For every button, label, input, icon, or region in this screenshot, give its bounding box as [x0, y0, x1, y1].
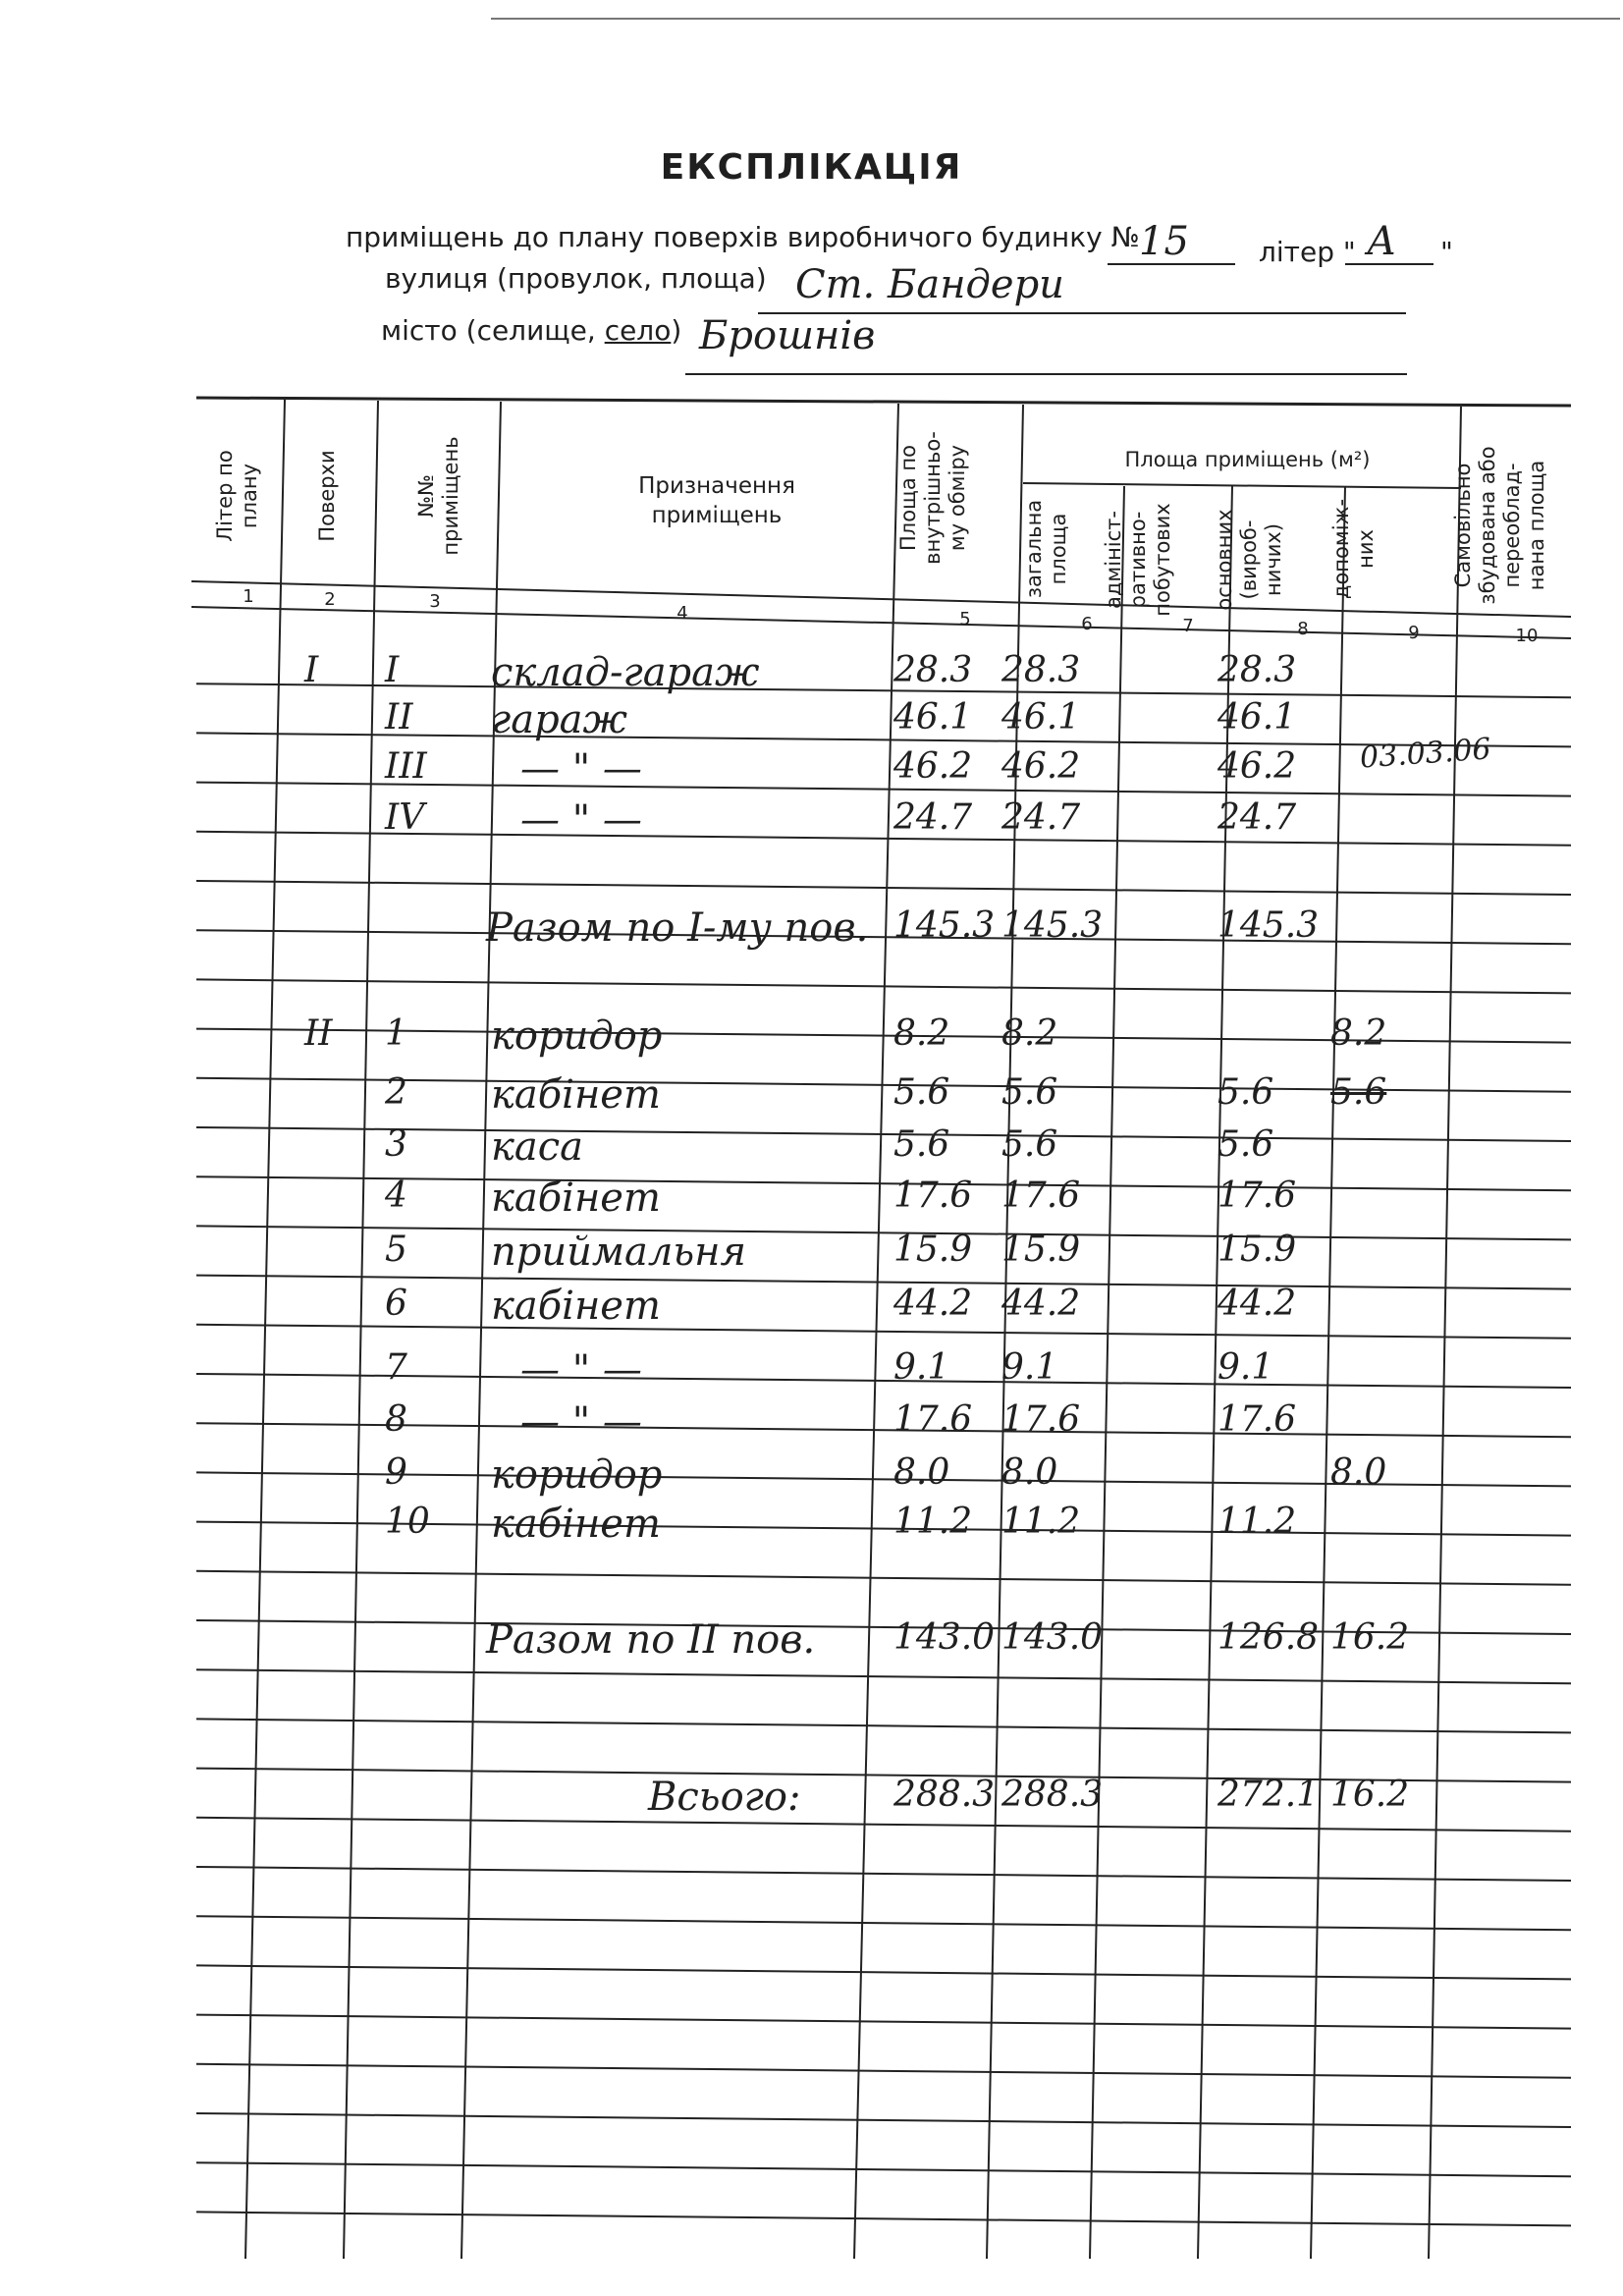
row-3-main: 46.2: [1217, 746, 1297, 787]
row-5-area: 145.3: [893, 905, 996, 946]
row-7-area: 5.6: [893, 1072, 950, 1113]
row-9-room: 4: [385, 1175, 407, 1216]
row-7-main: 5.6: [1217, 1072, 1274, 1113]
header-line-1-label: приміщень до плану поверхів виробничого будинку №: [346, 221, 1140, 253]
row-2-note: 03.03.06: [1358, 732, 1492, 776]
grid-line: [344, 401, 378, 2259]
header-ploshcha-prymishchen-group: Площа приміщень (м²): [1124, 448, 1371, 471]
row-1-floor: I: [304, 650, 319, 690]
building-number-value: 15: [1139, 219, 1189, 264]
row-9-name: кабінет: [491, 1175, 661, 1221]
row-4-total: 24.7: [1001, 797, 1081, 838]
grid-line: [196, 1669, 1571, 1683]
row-7-total: 5.6: [1001, 1072, 1058, 1113]
row-14-name: коридор: [491, 1452, 663, 1498]
row-1-area: 28.3: [893, 650, 973, 690]
colnum-6: 6: [1081, 614, 1093, 634]
grid-line: [1311, 486, 1345, 2259]
header-administratyvno-pobutovykh: адмініст- ративно- побутових: [1102, 503, 1174, 617]
grid-line: [196, 930, 1571, 944]
row-17-name: Всього:: [648, 1775, 801, 1820]
row-10-total: 15.9: [1001, 1230, 1081, 1270]
row-4-room: IV: [385, 797, 425, 838]
header-osnovnykh: основних (вироб- ничих): [1213, 509, 1285, 611]
row-15-total: 11.2: [1001, 1502, 1081, 1542]
grid-line: [196, 2113, 1571, 2127]
header-poverkhy: Поверхи: [315, 450, 339, 542]
street-label: вулиця (провулок, площа): [385, 262, 767, 295]
row-15-room: 10: [385, 1502, 430, 1542]
row-8-area: 5.6: [893, 1124, 950, 1165]
grid-line: [196, 1965, 1571, 1979]
row-1-total: 28.3: [1001, 650, 1081, 690]
colnum-3: 3: [429, 591, 441, 612]
liter-value: А: [1367, 219, 1397, 264]
row-12-name: — " —: [520, 1347, 642, 1393]
grid-line: [196, 1818, 1571, 1831]
colnum-10: 10: [1515, 626, 1539, 646]
colnum-4: 4: [676, 603, 688, 624]
row-9-main: 17.6: [1217, 1175, 1297, 1216]
colnum-5: 5: [959, 609, 971, 629]
colnum-7: 7: [1182, 616, 1194, 636]
row-3-room: III: [385, 746, 427, 787]
row-7-room: 2: [385, 1072, 407, 1113]
row-13-room: 8: [385, 1399, 407, 1440]
row-2-area: 46.1: [893, 697, 973, 738]
row-6-aux: 8.2: [1330, 1013, 1387, 1054]
row-17-total: 288.3: [1001, 1775, 1104, 1815]
header-zahalna-ploshcha: загальна площа: [1022, 499, 1070, 599]
row-1-name: склад-гараж: [491, 650, 760, 695]
row-8-room: 3: [385, 1124, 407, 1165]
row-16-aux: 16.2: [1330, 1617, 1410, 1658]
row-2-name: гараж: [491, 697, 627, 742]
row-16-total: 143.0: [1001, 1617, 1104, 1658]
row-6-name: коридор: [491, 1013, 663, 1059]
row-12-total: 9.1: [1001, 1347, 1058, 1388]
row-10-area: 15.9: [893, 1230, 973, 1270]
row-5-main: 145.3: [1217, 905, 1320, 946]
row-12-room: 7: [385, 1347, 407, 1388]
row-16-main: 126.8: [1217, 1617, 1320, 1658]
colnum-2: 2: [324, 589, 336, 610]
header-dopomizhnykh: допоміж- них: [1329, 498, 1378, 600]
row-14-area: 8.0: [893, 1452, 950, 1493]
street-value: Ст. Бандери: [795, 262, 1064, 307]
city-label-part-a: місто (селище,: [381, 314, 596, 347]
header-pryznachennia: Призначення приміщень: [638, 473, 795, 528]
grid-line: [196, 683, 1571, 697]
header-samovilno-zbudovana: Самовільно збудована або переоблад- нана площа: [1451, 446, 1548, 605]
city-label-selo: село: [604, 314, 672, 347]
grid-line: [196, 881, 1571, 895]
row-5-total: 145.3: [1001, 905, 1104, 946]
row-13-total: 17.6: [1001, 1399, 1081, 1440]
header-nomer-prymishchen: №№ приміщень: [414, 436, 462, 556]
row-14-aux: 8.0: [1330, 1452, 1387, 1493]
row-6-total: 8.2: [1001, 1013, 1058, 1054]
row-17-aux: 16.2: [1330, 1775, 1410, 1815]
liter-close-quote: ": [1440, 236, 1453, 268]
grid-line: [196, 1867, 1571, 1881]
row-2-main: 46.1: [1217, 697, 1297, 738]
grid-line: [196, 1571, 1571, 1585]
row-3-area: 46.2: [893, 746, 973, 787]
row-15-name: кабінет: [491, 1502, 661, 1547]
row-17-area: 288.3: [893, 1775, 996, 1815]
grid-line: [196, 2162, 1571, 2176]
row-5-name: Разом по I-му пов.: [486, 905, 869, 951]
row-10-room: 5: [385, 1230, 407, 1270]
grid-line: [196, 2212, 1571, 2225]
row-14-total: 8.0: [1001, 1452, 1058, 1493]
row-2-room: II: [385, 697, 413, 738]
row-16-name: Разом по II пов.: [486, 1617, 816, 1663]
city-label-part-c: ): [671, 314, 682, 347]
grid-line: [1429, 407, 1461, 2259]
grid-line: [1090, 486, 1124, 2259]
row-1-main: 28.3: [1217, 650, 1297, 690]
row-11-name: кабінет: [491, 1284, 661, 1329]
row-10-name: приймальня: [491, 1230, 746, 1275]
row-4-main: 24.7: [1217, 797, 1297, 838]
row-7-aux: 5.6: [1330, 1072, 1387, 1113]
grid-line: [196, 1916, 1571, 1930]
row-11-main: 44.2: [1217, 1284, 1297, 1324]
row-16-area: 143.0: [893, 1617, 996, 1658]
grid-line: [196, 398, 1571, 406]
row-11-room: 6: [385, 1284, 407, 1324]
row-11-area: 44.2: [893, 1284, 973, 1324]
row-10-main: 15.9: [1217, 1230, 1297, 1270]
row-6-room: 1: [385, 1013, 407, 1054]
row-15-area: 11.2: [893, 1502, 973, 1542]
grid-line: [196, 1325, 1571, 1339]
row-17-main: 272.1: [1217, 1775, 1320, 1815]
row-1-room: I: [385, 650, 400, 690]
row-8-name: каса: [491, 1124, 583, 1170]
liter-label: літер ": [1259, 236, 1356, 268]
row-15-main: 11.2: [1217, 1502, 1297, 1542]
row-8-total: 5.6: [1001, 1124, 1058, 1165]
row-8-main: 5.6: [1217, 1124, 1274, 1165]
row-12-area: 9.1: [893, 1347, 950, 1388]
row-3-total: 46.2: [1001, 746, 1081, 787]
row-13-area: 17.6: [893, 1399, 973, 1440]
row-4-name: — " —: [520, 797, 642, 843]
colnum-8: 8: [1297, 619, 1309, 639]
row-12-main: 9.1: [1217, 1347, 1274, 1388]
grid-line: [196, 2015, 1571, 2029]
row-9-area: 17.6: [893, 1175, 973, 1216]
row-13-main: 17.6: [1217, 1399, 1297, 1440]
header-ploshcha-vnutrishnoho: Площа по внутрішньо- му обміру: [896, 431, 969, 565]
row-7-name: кабінет: [491, 1072, 661, 1118]
row-13-name: — " —: [520, 1399, 642, 1445]
grid-line: [245, 400, 285, 2259]
row-4-area: 24.7: [893, 797, 973, 838]
city-value: Брошнів: [699, 313, 876, 358]
grid-line: [196, 2064, 1571, 2078]
row-9-total: 17.6: [1001, 1175, 1081, 1216]
row-14-room: 9: [385, 1452, 407, 1493]
header-liter-po-planu: Літер по плану: [213, 450, 261, 542]
grid-line: [196, 1719, 1571, 1732]
row-11-total: 44.2: [1001, 1284, 1081, 1324]
row-3-name: — " —: [520, 746, 642, 792]
colnum-1: 1: [243, 586, 254, 607]
grid-line: [1023, 483, 1461, 488]
row-2-total: 46.1: [1001, 697, 1081, 738]
row-6-area: 8.2: [893, 1013, 950, 1054]
row-6-floor: II: [304, 1013, 333, 1054]
document-title: ЕКСПЛІКАЦІЯ: [660, 147, 963, 188]
colnum-9: 9: [1408, 623, 1420, 643]
